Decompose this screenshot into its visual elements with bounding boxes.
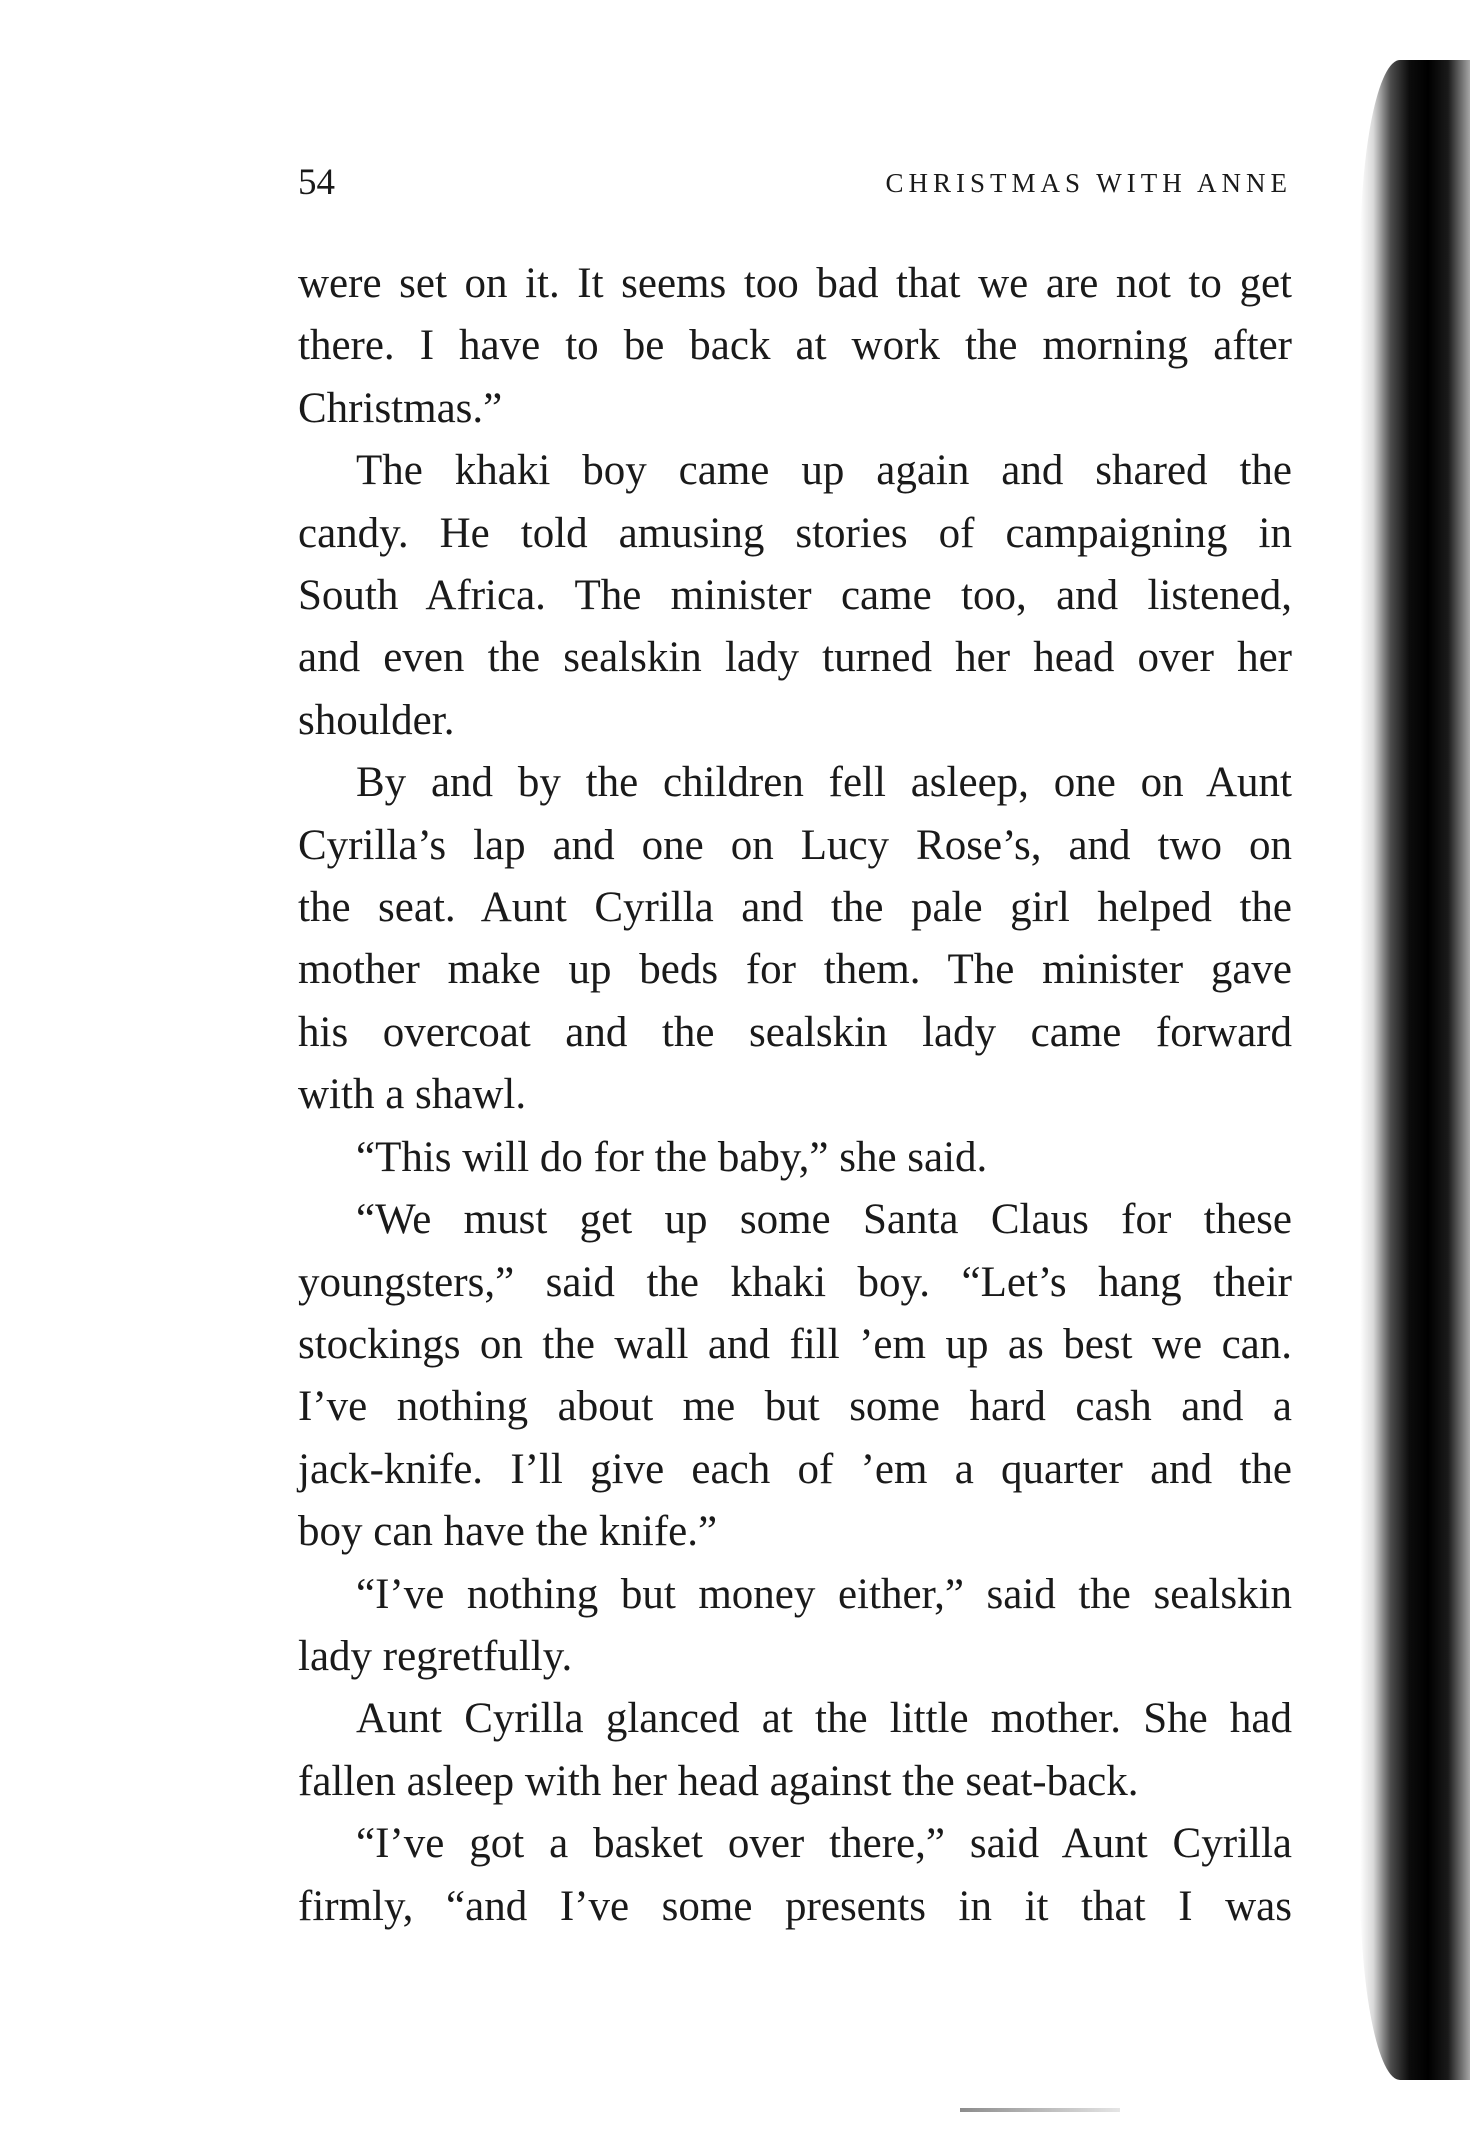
page-number: 54	[298, 162, 335, 203]
text-line: youngsters,” said the khaki boy. “Let’s hang their	[298, 1258, 1292, 1306]
text-line: stockings on the wall and fill ’em up as best we can.	[298, 1320, 1292, 1368]
text-line: with a shawl.	[298, 1071, 527, 1119]
text-line: his overcoat and the sealskin lady came forward	[298, 1008, 1292, 1056]
text-line: “I’ve got a basket over there,” said Aunt Cyrilla	[356, 1820, 1292, 1868]
text-line: firmly, “and I’ve some presents in it that I was	[298, 1882, 1292, 1930]
text-line: Christmas.”	[298, 384, 503, 432]
text-line: jack-knife. I’ll give each of ’em a quarter and the	[298, 1445, 1292, 1493]
text-line: “This will do for the baby,” she said.	[356, 1133, 988, 1181]
text-line: South Africa. The minister came too, and listened,	[298, 572, 1292, 620]
text-line: candy. He told amusing stories of campaigning in	[298, 509, 1292, 557]
running-head	[298, 158, 1292, 208]
text-line: shoulder.	[298, 696, 455, 744]
scan-smudge	[960, 2108, 1120, 2112]
text-line: “We must get up some Santa Claus for these	[356, 1196, 1292, 1244]
text-line: the seat. Aunt Cyrilla and the pale girl helped the	[298, 884, 1292, 932]
text-line: were set on it. It seems too bad that we are not to get	[298, 260, 1292, 307]
text-line: I’ve nothing about me but some hard cash and a	[298, 1383, 1292, 1431]
running-title: CHRISTMAS WITH ANNE	[885, 168, 1292, 198]
text-line: The khaki boy came up again and shared the	[356, 447, 1292, 495]
binding-shadow	[1360, 60, 1470, 2080]
text-line: By and by the children fell asleep, one on Aunt	[356, 759, 1292, 807]
text-line: fallen asleep with her head against the seat-back.	[298, 1757, 1139, 1805]
text-line: lady regretfully.	[298, 1632, 573, 1680]
text-line: “I’ve nothing but money either,” said the sealskin	[356, 1570, 1292, 1618]
text-line: there. I have to be back at work the morning after	[298, 322, 1292, 370]
text-line: mother make up beds for them. The minister gave	[298, 946, 1292, 994]
text-line: Aunt Cyrilla glanced at the little mother. She had	[356, 1695, 1292, 1743]
body-text	[298, 253, 1292, 1938]
text-line: boy can have the knife.”	[298, 1508, 718, 1556]
text-line: and even the sealskin lady turned her head over her	[298, 634, 1292, 682]
text-line: Cyrilla’s lap and one on Lucy Rose’s, and two on	[298, 821, 1292, 869]
